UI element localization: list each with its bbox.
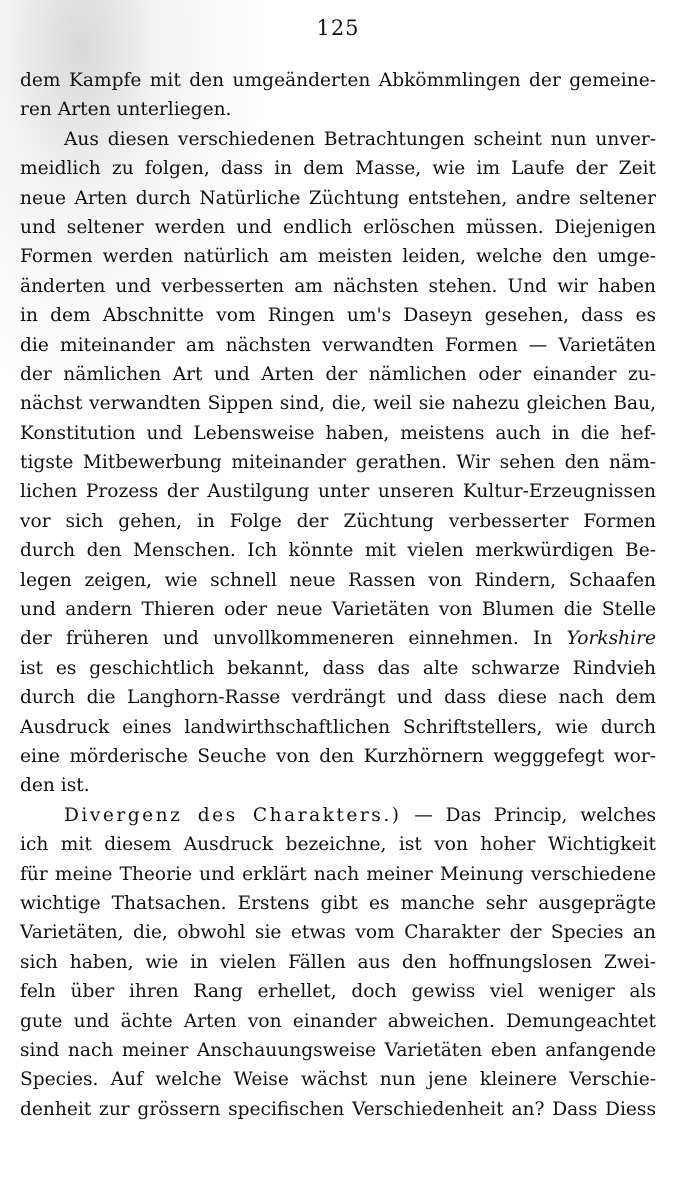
text-line: lichen Prozess der Austilgung unter unseren Kultur-Erzeugnissen: [20, 481, 656, 503]
text-line: den ist.: [20, 775, 90, 797]
text-line: Formen werden natürlich am meisten leiden, welche den umge-: [20, 246, 656, 268]
text-line: Varietäten, die, obwohl sie etwas vom Charakter der Species an: [20, 922, 656, 944]
text-line: sich haben, wie in vielen Fällen aus den hoffnungslosen Zwei-: [20, 951, 656, 973]
text-line: der nämlichen Art und Arten der nämlichen oder einander zu-: [20, 363, 656, 385]
text-line: sind nach meiner Anschauungsweise Varietäten eben anfangende: [20, 1039, 656, 1061]
text-line: denheit zur grössern specifischen Verschiedenheit an? Dass Diess: [20, 1098, 656, 1120]
text-line: die miteinander am nächsten verwandten Formen — Varietäten: [20, 334, 656, 356]
text-line: ren Arten unterliegen.: [20, 99, 232, 121]
text-line: [20, 624, 656, 653]
body-text: [20, 66, 656, 1124]
text-line: Ausdruck eines landwirthschaftlichen Schriftstellers, wie durch: [20, 716, 656, 738]
text-line: änderten und verbesserten am nächsten stehen. Und wir haben: [20, 275, 656, 297]
text-segment: — Das Princip, welches: [401, 804, 656, 826]
text-line: dem Kampfe mit den umgeänderten Abkömmlingen der gemeine-: [20, 70, 656, 91]
text-line: neue Arten durch Natürliche Züchtung entstehen, andre seltener: [20, 187, 656, 209]
section-heading: Divergenz des Charakters.): [64, 804, 402, 826]
text-line: eine mörderische Seuche von den Kurzhörnern wegggefegt wor-: [20, 745, 656, 767]
text-line: ich mit diesem Ausdruck bezeichne, ist von hoher Wichtigkeit: [20, 834, 656, 856]
text-line: für meine Theorie und erklärt nach meiner Meinung verschiedene: [20, 863, 656, 885]
text-line: durch die Langhorn-Rasse verdrängt und dass diese nach dem: [20, 687, 656, 709]
text-line: und andern Thieren oder neue Varietäten von Blumen die Stelle: [20, 599, 656, 621]
text-line: in dem Abschnitte vom Ringen um's Daseyn gesehen, dass es: [20, 305, 656, 327]
text-line: tigste Mitbewerbung miteinander gerathen. Wir sehen den näm-: [20, 452, 656, 474]
text-line: Aus diesen verschiedenen Betrachtungen scheint nun unver-: [64, 128, 656, 150]
text-line: durch den Menschen. Ich könnte mit vielen merkwürdigen Be-: [20, 540, 656, 562]
page-number: 125: [316, 16, 360, 40]
text-segment: der früheren und unvollkommeneren einnehmen. In: [20, 628, 567, 650]
text-line: und seltener werden und endlich erlöschen müssen. Diejenigen: [20, 216, 656, 238]
text-line: ist es geschichtlich bekannt, dass das alte schwarze Rindvieh: [20, 657, 656, 679]
text-line: legen zeigen, wie schnell neue Rassen von Rindern, Schaafen: [20, 569, 656, 591]
text-line: vor sich gehen, in Folge der Züchtung verbesserter Formen: [20, 510, 656, 532]
text-line: feln über ihren Rang erhellet, doch gewiss viel weniger als: [20, 981, 656, 1003]
text-line: gute und ächte Arten von einander abweichen. Demungeachtet: [20, 1010, 656, 1032]
text-line: meidlich zu folgen, dass in dem Masse, wie im Laufe der Zeit: [20, 158, 656, 180]
place-name-italic: Yorkshire: [566, 628, 656, 650]
text-line: Species. Auf welche Weise wächst nun jene kleinere Verschie-: [20, 1069, 656, 1091]
text-line: nächst verwandten Sippen sind, die, weil sie nahezu gleichen Bau,: [20, 393, 656, 415]
text-line: wichtige Thatsachen. Erstens gibt es manche sehr ausgeprägte: [20, 892, 656, 914]
text-line: Konstitution und Lebensweise haben, meistens auch in die hef-: [20, 422, 656, 444]
text-line: [20, 801, 656, 830]
